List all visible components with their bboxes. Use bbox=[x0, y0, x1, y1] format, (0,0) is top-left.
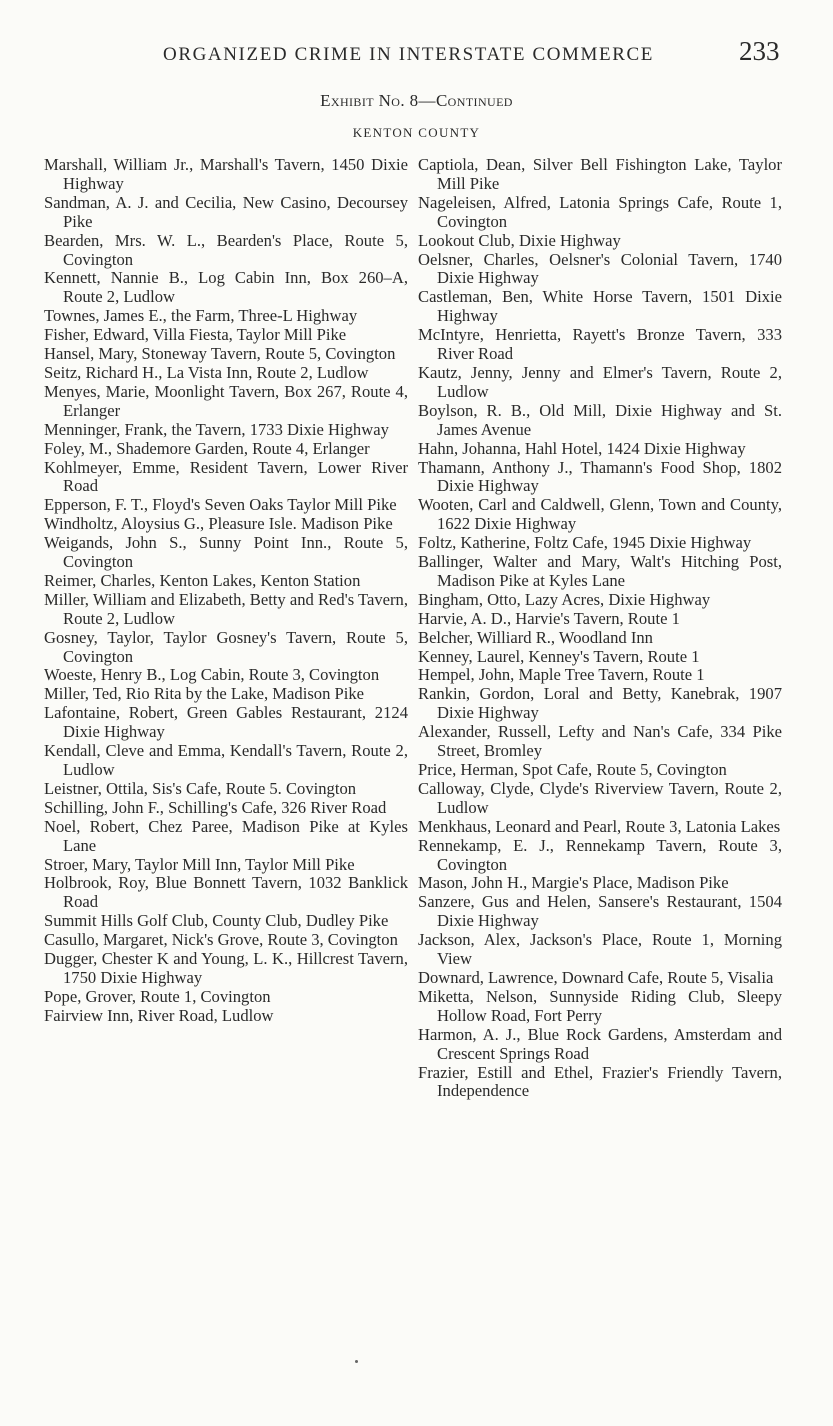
list-entry: Miller, Ted, Rio Rita by the Lake, Madison Pike bbox=[44, 684, 365, 704]
list-entry: Marshall, William Jr., Marshall's Tavern, 1450 Dixie Highway bbox=[44, 155, 408, 193]
list-entry: Downard, Lawrence, Downard Cafe, Route 5, Visalia bbox=[418, 967, 774, 987]
list-entry: Mason, John H., Margie's Place, Madison Pike bbox=[418, 873, 729, 893]
list-entry: Dugger, Chester K and Young, L. K., Hillcrest Tavern, 1750 Dixie Highway bbox=[44, 949, 408, 987]
exhibit-title: Exhibit No. 8—Continued bbox=[320, 91, 513, 110]
list-entry: Thamann, Anthony J., Thamann's Food Shop, 1802 Dixie Highway bbox=[418, 457, 782, 496]
list-entry: Harvie, A. D., Harvie's Tavern, Route 1 bbox=[418, 608, 680, 628]
list-entry: Lafontaine, Robert, Green Gables Restaurant, 2124 Dixie Highway bbox=[44, 703, 408, 742]
list-entry: Menyes, Marie, Moonlight Tavern, Box 267, Route 4, Erlanger bbox=[44, 381, 408, 420]
list-entry: Miketta, Nelson, Sunnyside Riding Club, Sleepy Hollow Road, Fort Perry bbox=[418, 986, 782, 1025]
list-entry: Hansel, Mary, Stoneway Tavern, Route 5, Covington bbox=[44, 344, 396, 364]
list-entry: Pope, Grover, Route 1, Covington bbox=[44, 986, 271, 1006]
list-entry: Fisher, Edward, Villa Fiesta, Taylor Mill Pike bbox=[44, 325, 347, 345]
list-entry: Jackson, Alex, Jackson's Place, Route 1, Morning View bbox=[418, 930, 782, 969]
page-header bbox=[0, 36, 833, 76]
list-entry: Leistner, Ottila, Sis's Cafe, Route 5. Covington bbox=[44, 778, 357, 798]
list-entry: Nageleisen, Alfred, Latonia Springs Cafe, Route 1, Covington bbox=[418, 192, 782, 231]
list-entry: Kendall, Cleve and Emma, Kendall's Tavern, Route 2, Ludlow bbox=[44, 741, 408, 779]
right-column bbox=[418, 156, 782, 1101]
list-entry: Woeste, Henry B., Log Cabin, Route 3, Covington bbox=[44, 665, 380, 685]
list-entry: Casullo, Margaret, Nick's Grove, Route 3, Covington bbox=[44, 930, 398, 950]
list-entry: Hempel, John, Maple Tree Tavern, Route 1 bbox=[418, 665, 705, 685]
list-entry: Boylson, R. B., Old Mill, Dixie Highway and St. James Avenue bbox=[418, 400, 782, 439]
list-entry: Alexander, Russell, Lefty and Nan's Cafe, 334 Pike Street, Bromley bbox=[418, 722, 782, 761]
list-entry: Reimer, Charles, Kenton Lakes, Kenton Station bbox=[44, 570, 361, 590]
list-entry: Sanzere, Gus and Helen, Sansere's Restaurant, 1504 Dixie Highway bbox=[418, 892, 782, 931]
list-entry: Holbrook, Roy, Blue Bonnett Tavern, 1032 Banklick Road bbox=[44, 873, 408, 912]
list-entry: Lookout Club, Dixie Highway bbox=[418, 230, 621, 250]
list-entry: Kenney, Laurel, Kenney's Tavern, Route 1 bbox=[418, 646, 700, 666]
page-number: 233 bbox=[739, 36, 780, 66]
list-entry: Oelsner, Charles, Oelsner's Colonial Tavern, 1740 Dixie Highway bbox=[418, 249, 782, 288]
list-entry: Seitz, Richard H., La Vista Inn, Route 2, Ludlow bbox=[44, 362, 369, 382]
stray-dot bbox=[355, 1360, 358, 1363]
list-entry: Kautz, Jenny, Jenny and Elmer's Tavern, Route 2, Ludlow bbox=[418, 362, 782, 401]
list-entry: Stroer, Mary, Taylor Mill Inn, Taylor Mill Pike bbox=[44, 854, 355, 874]
list-entry: Hahn, Johanna, Hahl Hotel, 1424 Dixie Highway bbox=[418, 438, 746, 458]
list-entry: Townes, James E., the Farm, Three-L Highway bbox=[44, 306, 358, 326]
list-entry: Fairview Inn, River Road, Ludlow bbox=[44, 1005, 274, 1025]
list-entry: Miller, William and Elizabeth, Betty and Red's Tavern, Route 2, Ludlow bbox=[44, 589, 408, 628]
list-entry: Sandman, A. J. and Cecilia, New Casino, Decoursey Pike bbox=[44, 192, 408, 231]
list-entry: Rennekamp, E. J., Rennekamp Tavern, Route 3, Covington bbox=[418, 835, 782, 874]
list-entry: Ballinger, Walter and Mary, Walt's Hitching Post, Madison Pike at Kyles Lane bbox=[418, 552, 782, 590]
list-entry: Weigands, John S., Sunny Point Inn., Route 5, Covington bbox=[44, 533, 408, 572]
running-title: ORGANIZED CRIME IN INTERSTATE COMMERCE bbox=[163, 44, 654, 65]
list-entry: Kohlmeyer, Emme, Resident Tavern, Lower River Road bbox=[44, 457, 408, 496]
list-entry: Bearden, Mrs. W. L., Bearden's Place, Route 5, Covington bbox=[44, 230, 408, 269]
list-entry: Foltz, Katherine, Foltz Cafe, 1945 Dixie Highway bbox=[418, 533, 752, 553]
list-entry: Schilling, John F., Schilling's Cafe, 326 River Road bbox=[44, 797, 387, 817]
list-entry: Wooten, Carl and Caldwell, Glenn, Town and County, 1622 Dixie Highway bbox=[418, 495, 782, 534]
list-entry: Rankin, Gordon, Loral and Betty, Kanebrak, 1907 Dixie Highway bbox=[418, 684, 782, 723]
list-entry: Captiola, Dean, Silver Bell Fishington Lake, Taylor Mill Pike bbox=[418, 155, 782, 193]
list-entry: Summit Hills Golf Club, County Club, Dudley Pike bbox=[44, 911, 389, 931]
list-entry: Epperson, F. T., Floyd's Seven Oaks Taylor Mill Pike bbox=[44, 495, 397, 515]
list-entry: McIntyre, Henrietta, Rayett's Bronze Tavern, 333 River Road bbox=[418, 325, 782, 364]
list-entry: Castleman, Ben, White Horse Tavern, 1501 Dixie Highway bbox=[418, 287, 782, 326]
list-entry: Menkhaus, Leonard and Pearl, Route 3, Latonia Lakes bbox=[418, 816, 781, 836]
list-entry: Windholtz, Aloysius G., Pleasure Isle. Madison Pike bbox=[44, 514, 393, 534]
list-entry: Price, Herman, Spot Cafe, Route 5, Covington bbox=[418, 760, 727, 779]
list-entry: Kennett, Nannie B., Log Cabin Inn, Box 260–A, Route 2, Ludlow bbox=[44, 268, 408, 307]
list-entry: Gosney, Taylor, Taylor Gosney's Tavern, Route 5, Covington bbox=[44, 627, 408, 666]
list-entry: Frazier, Estill and Ethel, Frazier's Friendly Tavern, Independence bbox=[418, 1062, 782, 1101]
list-entry: Foley, M., Shademore Garden, Route 4, Erlanger bbox=[44, 438, 370, 458]
list-entry: Noel, Robert, Chez Paree, Madison Pike at Kyles Lane bbox=[44, 816, 408, 855]
list-entry: Belcher, Williard R., Woodland Inn bbox=[418, 627, 653, 647]
county-heading: KENTON COUNTY bbox=[352, 125, 481, 140]
list-entry: Harmon, A. J., Blue Rock Gardens, Amsterdam and Crescent Springs Road bbox=[418, 1024, 782, 1063]
left-column bbox=[44, 156, 408, 1026]
list-entry: Menninger, Frank, the Tavern, 1733 Dixie Highway bbox=[44, 419, 389, 439]
list-entry: Calloway, Clyde, Clyde's Riverview Tavern, Route 2, Ludlow bbox=[418, 778, 782, 817]
list-entry: Bingham, Otto, Lazy Acres, Dixie Highway bbox=[418, 589, 711, 609]
